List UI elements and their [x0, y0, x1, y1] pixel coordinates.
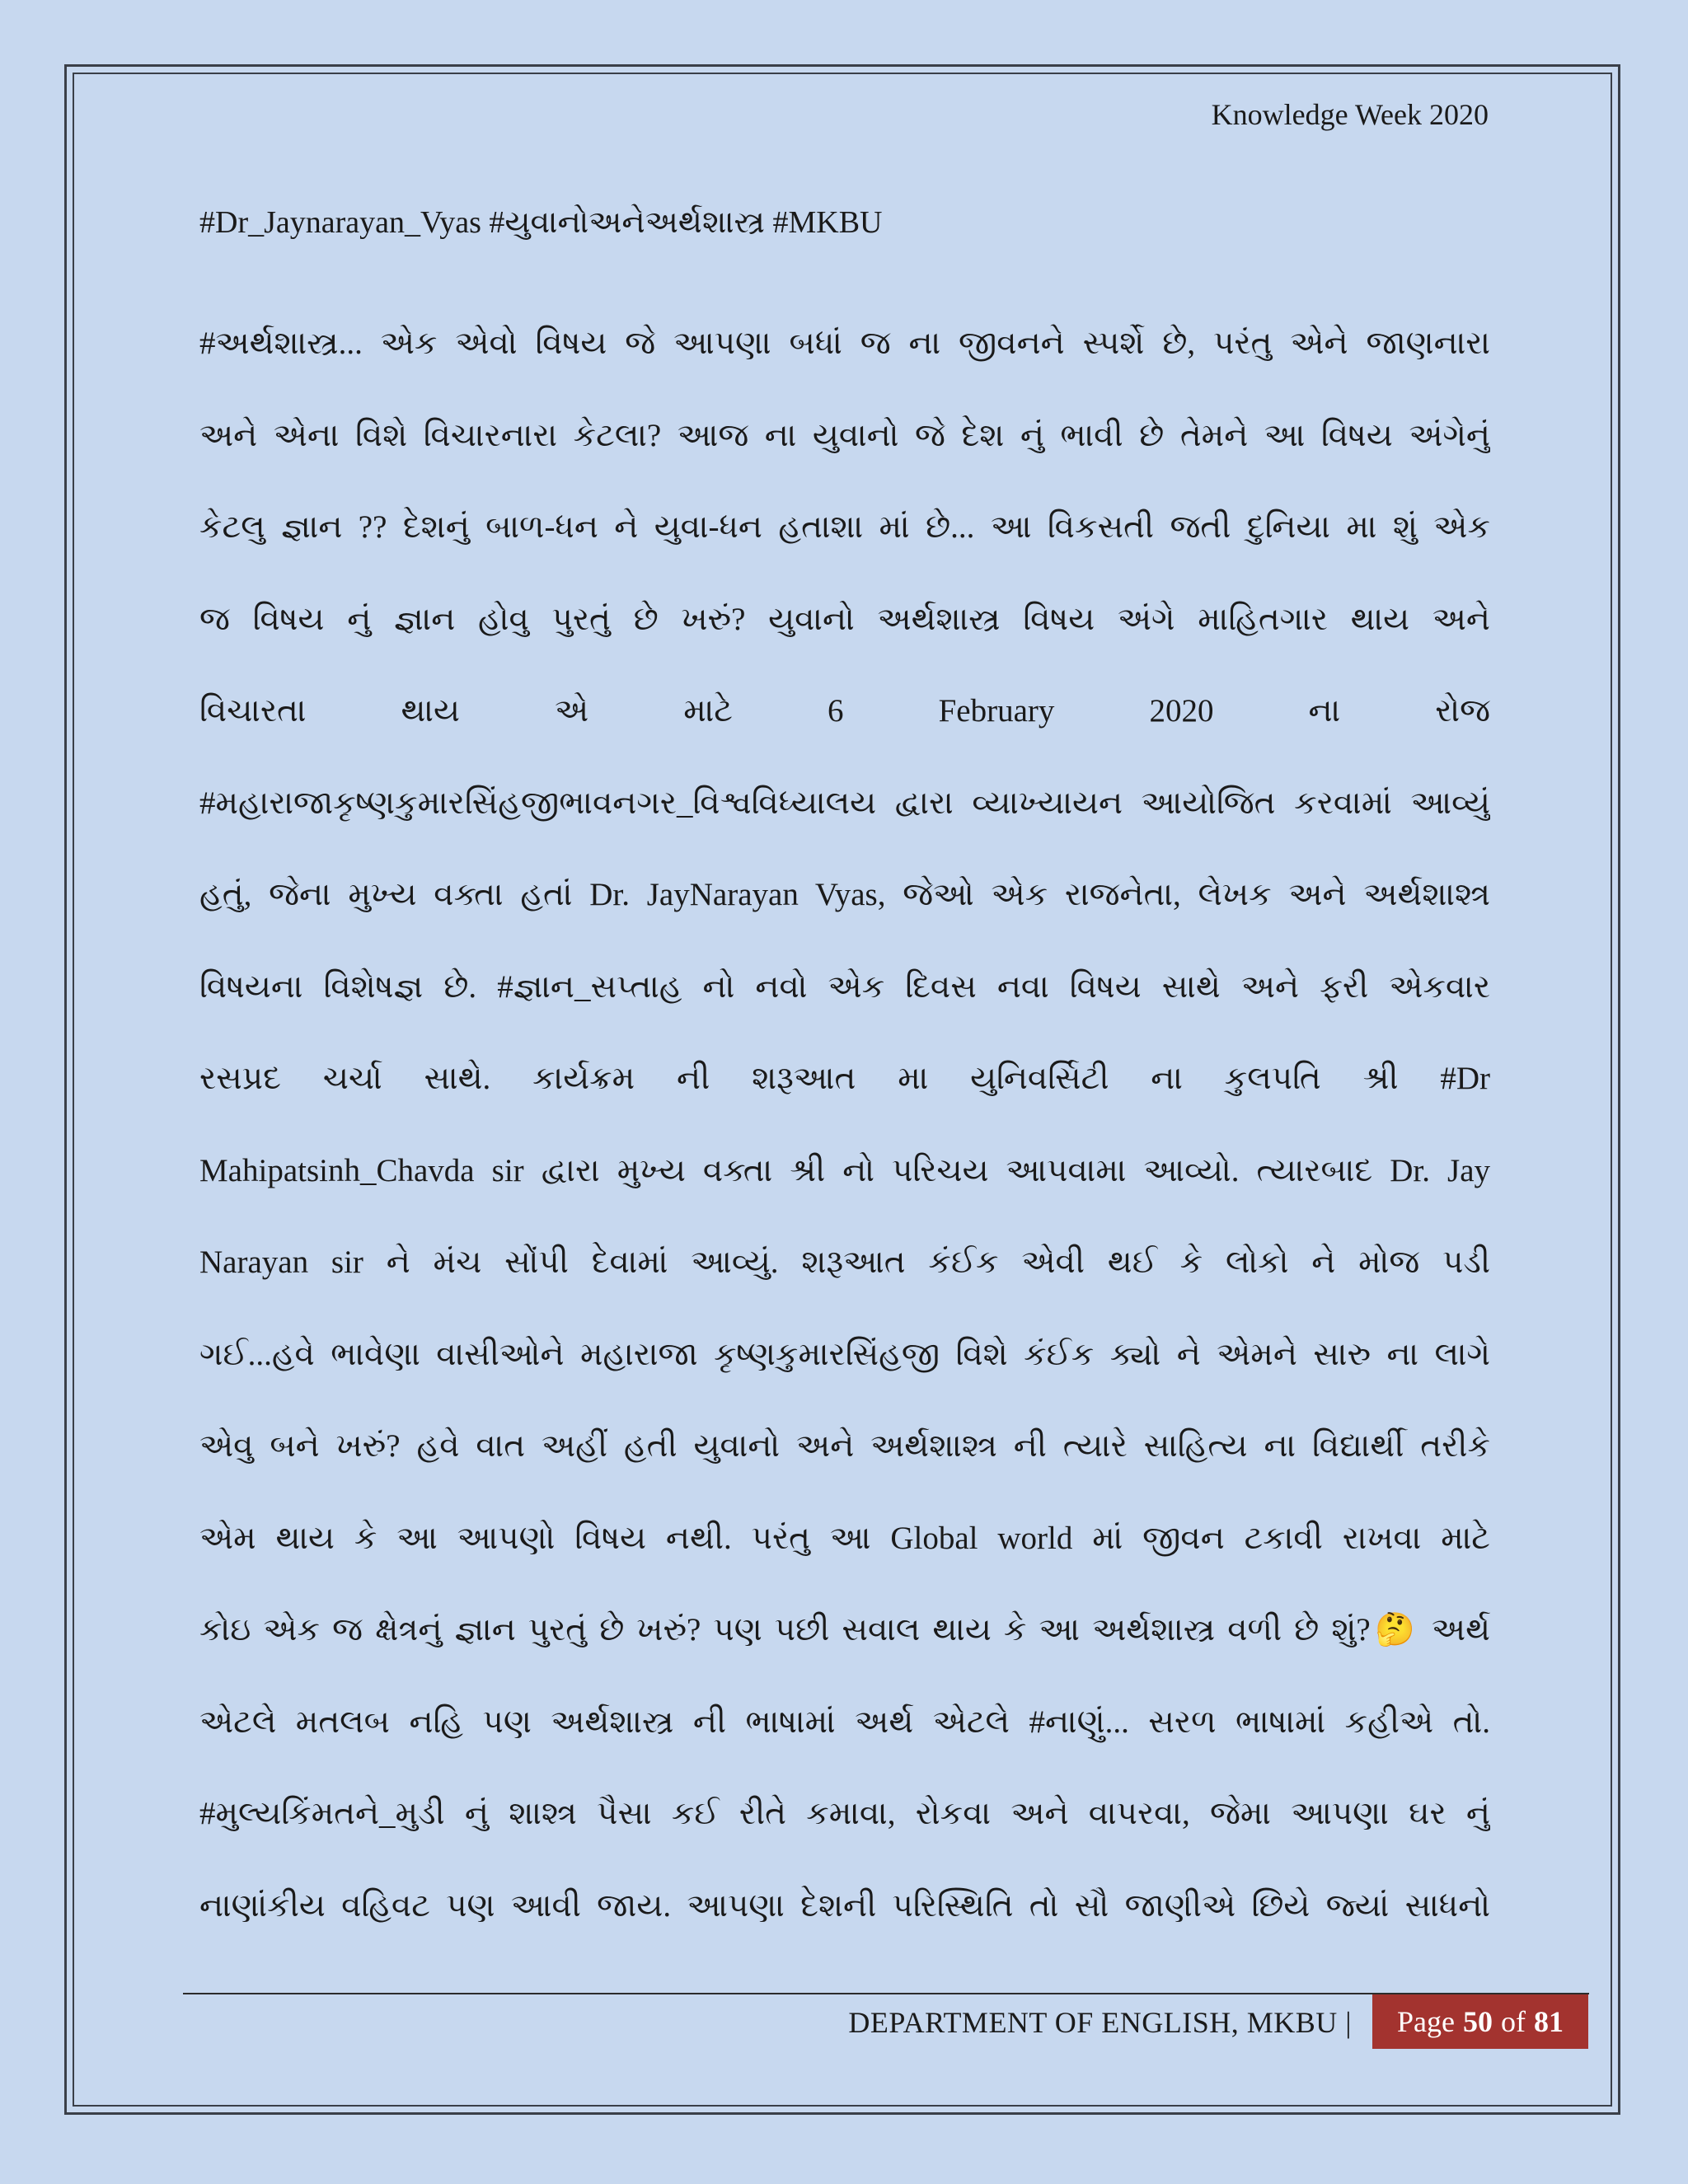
body-line: Narayan sir ને મંચ સોંપી દેવામાં આવ્યું. શરૂઆત કંઈક એવી થઈ કે લોકો ને મોજ પડી [199, 1244, 1490, 1280]
body-line: હતું, જેના મુખ્ય વક્તા હતાં Dr. JayNarayan Vyas, જેઓ એક રાજનેતા, લેખક અને અર્થશાશ્ત્ર [199, 877, 1490, 912]
body-line: એમ થાય કે આ આપણો વિષય નથી. પરંતુ આ Global world માં જીવન ટકાવી રાખવા માટે [199, 1520, 1490, 1556]
body-paragraph [199, 309, 1490, 1963]
page-number-badge [1372, 1994, 1588, 2049]
body-line: વિષયના વિશેષજ્ઞ છે. #જ્ઞાન_સપ્તાહ નો નવો એક દિવસ નવા વિષય સાથે અને ફરી એકવાર [199, 968, 1490, 1005]
body-line: #મુલ્યકિંમતને_મુડી નું શાશ્ત્ર પૈસા કઈ રીતે કમાવા, રોકવા અને વાપરવા, જેમા આપણા ઘર નું [199, 1796, 1490, 1831]
page-word: Page [1397, 2005, 1455, 2038]
body-line: #મહારાજાકૃષ્ણકુમારસિંહજીભાવનગર_વિશ્વવિધ્યાલય દ્વારા વ્યાખ્યાયન આયોજિત કરવામાં આવ્યું [199, 785, 1490, 821]
body-line: ગઈ...હવે ભાવેણા વાસીઓને મહારાજા કૃષ્ણકુમારસિંહજી વિશે કંઈક ક્યો ને એમને સારુ ના લાગે [199, 1336, 1490, 1372]
body-line: Mahipatsinh_Chavda sir દ્વારા મુખ્ય વક્તા શ્રી નો પરિચય આપવામા આવ્યો. ત્યારબાદ Dr. Jay [199, 1152, 1490, 1188]
body-line: વિચારતા થાય એ માટે 6 February 2020 ના રોજ [199, 693, 1490, 729]
body-line: એવુ બને ખરું? હવે વાત અહીં હતી યુવાનો અને અર્થશાશ્ત્ર ની ત્યારે સાહિત્ય ના વિદ્યાર્થી તરીકે [199, 1428, 1490, 1464]
header-title: Knowledge Week 2020 [1211, 98, 1489, 131]
body-line: નાણાંકીય વહિવટ પણ આવી જાય. આપણા દેશની પરિસ્થિતિ તો સૌ જાણીએ છિયે જ્યાં સાધનો [199, 1887, 1490, 1924]
page-of: of [1500, 2005, 1526, 2038]
page-current: 50 [1462, 2005, 1493, 2038]
body-line: જ વિષય નું જ્ઞાન હોવુ પુરતું છે ખરું? યુવાનો અર્થશાસ્ત્ર વિષય અંગે માહિતગાર થાય અને [199, 601, 1490, 637]
body-line: #અર્થશાસ્ત્ર... એક એવો વિષય જે આપણા બધાં જ ના જીવનને સ્પર્શે છે, પરંતુ એને જાણનારા [199, 326, 1490, 361]
body-line: કેટલુ જ્ઞાન ?? દેશનું બાળ-ધન ને યુવા-ધન હતાશા માં છે... આ વિકસતી જતી દુનિયા મા શું એક [199, 509, 1490, 545]
body-line: અને એના વિશે વિચારનારા કેટલા? આજ ના યુવાનો જે દેશ નું ભાવી છે તેમને આ વિષય અંગેનું [199, 417, 1490, 453]
body-line: રસપ્રદ ચર્ચા સાથે. કાર્યક્રમ ની શરૂઆત મા યુનિવર્સિટી ના કુલપતિ શ્રી #Dr [199, 1061, 1490, 1096]
page-total: 81 [1533, 2005, 1564, 2038]
body-line: એટલે મતલબ નહિ પણ અર્થશાસ્ત્ર ની ભાષામાં અર્થ એટલે #નાણું... સરળ ભાષામાં કહીએ તો. [199, 1704, 1490, 1740]
body-line: કોઇ એક જ ક્ષેત્રનું જ્ઞાન પુરતું છે ખરું? પણ પછી સવાલ થાય કે આ અર્થશાસ્ત્ર વળી છે શું?🤔 અર્થ [199, 1612, 1490, 1647]
hashtag-line: #Dr_Jaynarayan_Vyas #યુવાનોઅનેઅર્થશાસ્ત્ર #MKBU [199, 205, 883, 240]
footer-department: DEPARTMENT OF ENGLISH, MKBU | [848, 2006, 1352, 2039]
